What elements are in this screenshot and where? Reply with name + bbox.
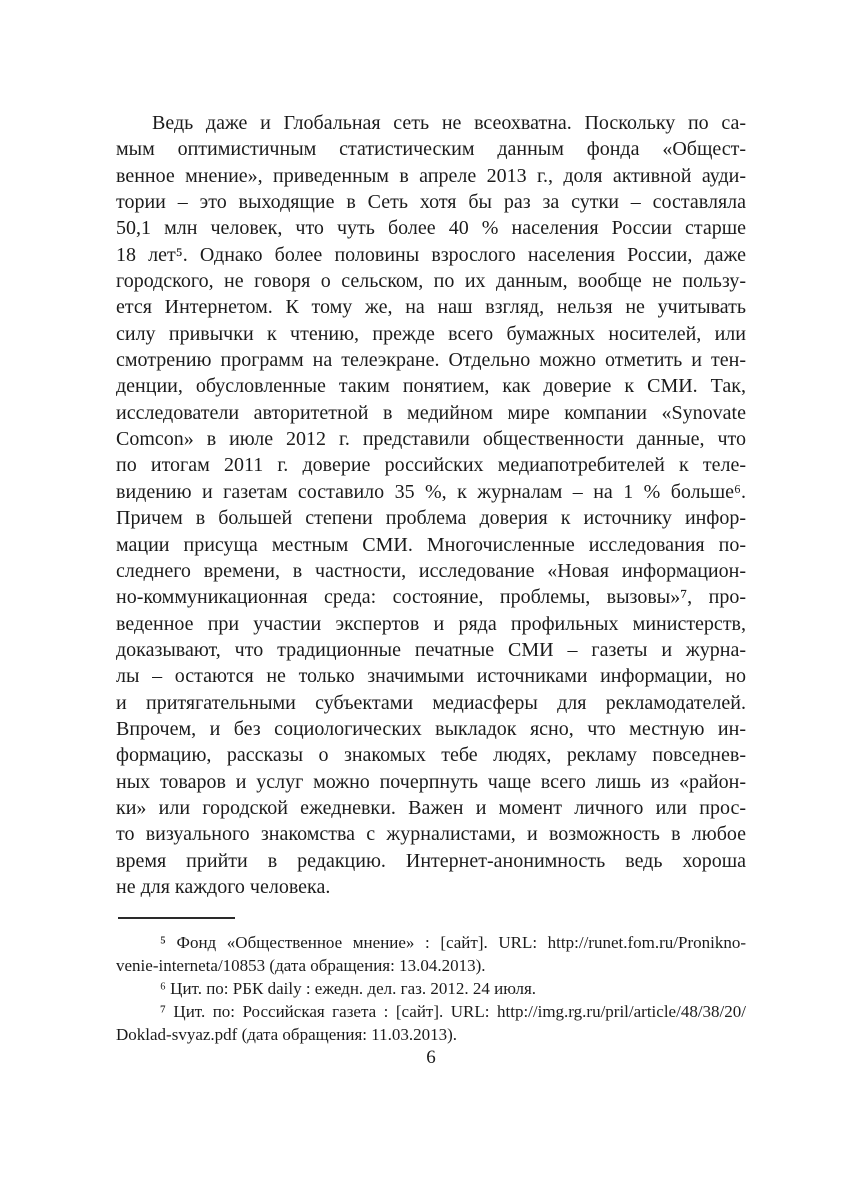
body-text-line: формацию, рассказы о знакомых тебе людях, рекламу повседнев- [116, 744, 746, 767]
body-text-line: мым оптимистичным статистическим данным фонда «Общест- [116, 138, 746, 161]
body-text-line: 50,1 млн человек, что чуть более 40 % населения России старше [116, 217, 746, 240]
body-text-line: веденное при участии экспертов и ряда профильных министерств, [116, 612, 746, 635]
body-text-line: тории – это выходящие в Сеть хотя бы раз за сутки – составляла [116, 191, 746, 214]
body-text-line: ки» или городской ежедневки. Важен и момент личного или прос- [116, 796, 746, 819]
body-text-line: время прийти в редакцию. Интернет-анонимность ведь хороша [116, 849, 746, 872]
body-text-line: венное мнение», приведенным в апреле 2013 г., доля активной ауди- [116, 164, 746, 187]
body-text-line: Comcon» в июле 2012 г. представили общественности данные, что [116, 428, 746, 451]
body-paragraph [116, 110, 746, 900]
body-text-line: смотрению программ на телеэкране. Отдельно можно отметить и тен- [116, 349, 746, 372]
body-text-line: денции, обусловленные таким понятием, как доверие к СМИ. Так, [116, 375, 746, 398]
page-number: 6 [426, 1047, 436, 1068]
body-text-line: лы – остаются не только значимыми источниками информации, но [116, 665, 746, 688]
body-text-line: ется Интернетом. К тому же, на наш взгляд, нельзя не учитывать [116, 296, 746, 319]
footnote-line: ⁵ Фонд «Общественное мнение» : [сайт]. URL: http://runet.fom.ru/Pronikno- [160, 933, 746, 952]
body-text-line: городского, не говоря о сельском, по их данным, вообще не пользу- [116, 270, 746, 293]
body-text-line: ных товаров и услуг можно почерпнуть чаще всего лишь из «район- [116, 770, 746, 793]
footnotes-block [116, 931, 746, 1046]
body-text-line: но-коммуникационная среда: состояние, проблемы, вызовы»⁷, про- [116, 586, 746, 609]
footnote-separator [118, 917, 235, 919]
body-text-line: Причем в большей степени проблема доверия к источнику инфор- [116, 507, 746, 530]
body-text-line: и притягательными субъектами медиасферы для рекламодателей. [116, 691, 746, 714]
body-text-line: то визуального знакомства с журналистами, и возможность в любое [116, 823, 746, 846]
body-text-line: по итогам 2011 г. доверие российских медиапотребителей к теле- [116, 454, 746, 477]
footnote-line: ⁷ Цит. по: Российская газета : [сайт]. URL: http://img.rg.ru/pril/article/48/38/20/ [160, 1002, 746, 1021]
footnote-line: ⁶ Цит. по: РБК daily : ежедн. дел. газ. 2012. 24 июля. [160, 979, 537, 998]
body-text-line: силу привычки к чтению, прежде всего бумажных носителей, или [116, 322, 746, 345]
body-text-line: следнего времени, в частности, исследование «Новая информацион- [116, 559, 746, 582]
body-text-line: доказывают, что традиционные печатные СМИ – газеты и журна- [116, 638, 746, 661]
body-text-line: не для каждого человека. [116, 875, 331, 898]
body-text-line: Ведь даже и Глобальная сеть не всеохватна. Поскольку по са- [152, 112, 746, 134]
body-text-line: 18 лет⁵. Однако более половины взрослого населения России, даже [116, 243, 746, 266]
footnote-line: Doklad-svyaz.pdf (дата обращения: 11.03.2013). [116, 1025, 458, 1044]
body-text-line: исследователи авторитетной в медийном мире компании «Synovate [116, 401, 746, 424]
body-text-line: видению и газетам составило 35 %, к журналам – на 1 % больше⁶. [116, 480, 746, 503]
body-text-line: мации присуща местным СМИ. Многочисленные исследования по- [116, 533, 746, 556]
body-text-line: Впрочем, и без социологических выкладок ясно, что местную ин- [116, 717, 746, 740]
footnote-line: venie-interneta/10853 (дата обращения: 13.04.2013). [116, 956, 486, 975]
